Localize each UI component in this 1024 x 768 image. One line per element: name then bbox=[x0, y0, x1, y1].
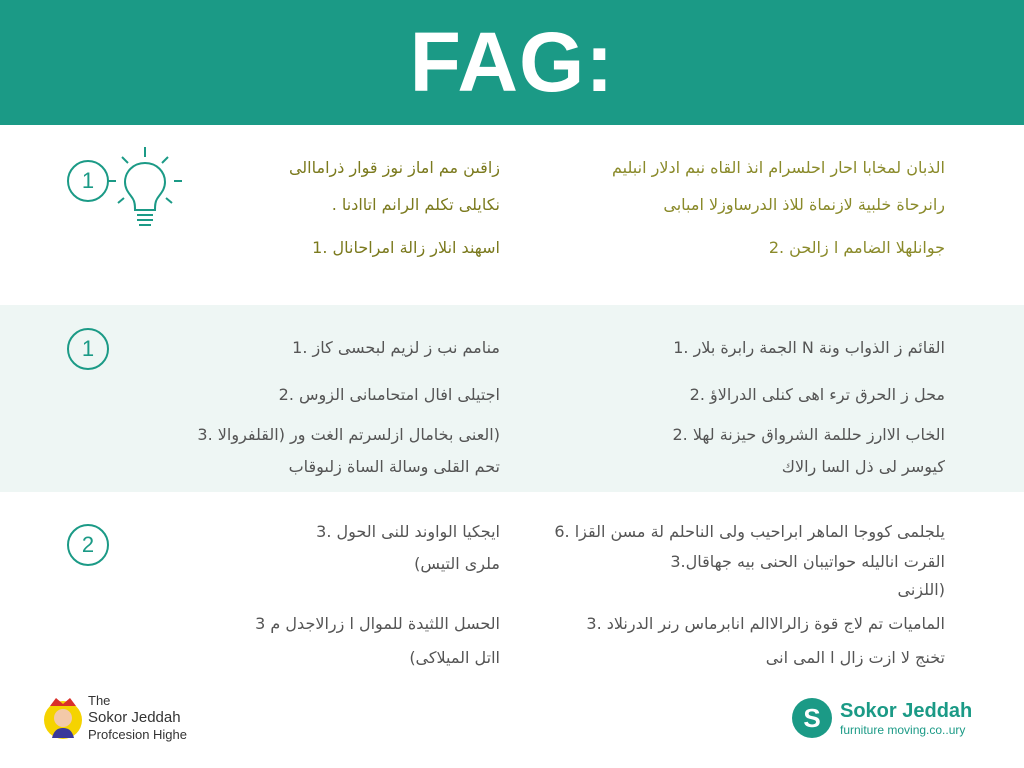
page-title: FAG: bbox=[409, 15, 615, 109]
answer-line: منامم نب ز لزيم لبحسى كاز .1 bbox=[292, 338, 500, 357]
answer-column-left bbox=[180, 305, 500, 492]
answer-column-left bbox=[180, 492, 500, 680]
brand-logo-icon: S bbox=[792, 698, 832, 738]
question-line: تخنج لا ازت زال ا المى انى bbox=[765, 648, 945, 667]
question-line: محل ز الحرق ترء اهى كنلى الدرالاؤ .2 bbox=[689, 385, 945, 404]
faq-section-1 bbox=[0, 125, 1024, 305]
question-line: كيوسر لى ذل السا رالاك bbox=[781, 457, 945, 476]
answer-line: ايجكيا الواوند للنى الحول .3 bbox=[316, 522, 500, 541]
answer-line: الحسل اللثيدة للموال ا زرالاجدل م 3 bbox=[255, 614, 500, 633]
footer-logo-right bbox=[792, 698, 972, 738]
faq-section-2 bbox=[0, 305, 1024, 492]
answer-line: تحم القلى وسالة الساة زلىوقاب bbox=[288, 457, 500, 476]
answer-line: ااتل الميلاكى) bbox=[409, 648, 500, 667]
answer-line: زاقىن مم اماز نوز قوار ذراماالى bbox=[288, 158, 500, 177]
answer-line: ملرى التيس) bbox=[414, 554, 500, 573]
question-line: رانرحاة خلبية لازنماة للاذ الدرساوزلا امبابى bbox=[663, 195, 945, 214]
footer-left-line: Profcesion Highe bbox=[88, 727, 187, 742]
footer-left-line: Sokor Jeddah bbox=[88, 709, 181, 726]
question-column-right bbox=[540, 492, 945, 680]
answer-line: نكايلى تكلم الرانم اتاادنا . bbox=[331, 195, 500, 214]
mascot-logo-icon bbox=[42, 694, 84, 742]
question-line: (اللزنى bbox=[897, 580, 945, 599]
question-column-right bbox=[560, 305, 945, 492]
question-line: الماميات تم لاج قوة زالرالاالم انابرماس رنر الدرنلاد .3 bbox=[586, 614, 945, 633]
footer-left-line: The bbox=[88, 693, 111, 708]
header-banner bbox=[0, 0, 1024, 125]
footer-logo-left bbox=[42, 692, 187, 743]
answer-line: (العنى بخامال ازلسرتم الغت ور (القلفروالا .3 bbox=[197, 425, 500, 444]
brand-tagline: furniture moving.co..ury bbox=[840, 722, 966, 737]
number-badge: 1 bbox=[67, 328, 109, 370]
question-line: الذبان لمخابا احار احلسرام انذ القاه نبم ادلار انبليم bbox=[612, 158, 945, 177]
question-line: الخاب الاارز حللمة الشرواق حيزنة لهلا .2 bbox=[672, 425, 945, 444]
number-badge: 1 bbox=[67, 160, 109, 202]
question-column-right bbox=[560, 125, 945, 305]
question-line: القائم ز الذواب ونة N الجمة رابرة بلار .1 bbox=[673, 338, 945, 357]
question-line: القرت اناليله حواتيبان الحنى بيه جهاقال.3 bbox=[670, 552, 945, 571]
question-line: جوانلهلا الضامم ا زالحن .2 bbox=[768, 238, 945, 257]
answer-line: اسهند انلار زالة امراحانال .1 bbox=[312, 238, 500, 257]
number-badge: 2 bbox=[67, 524, 109, 566]
brand-name: Sokor Jeddah bbox=[840, 699, 973, 722]
faq-section-3 bbox=[0, 492, 1024, 680]
answer-column-left bbox=[250, 125, 500, 305]
question-line: يلجلمى كووجا الماهر ابراحيب ولى الناحلم لة مسن القزا .6 bbox=[554, 522, 945, 541]
lightbulb-icon bbox=[108, 145, 190, 231]
answer-line: اجتيلى افال امتحامىانى الزوس .2 bbox=[278, 385, 500, 404]
